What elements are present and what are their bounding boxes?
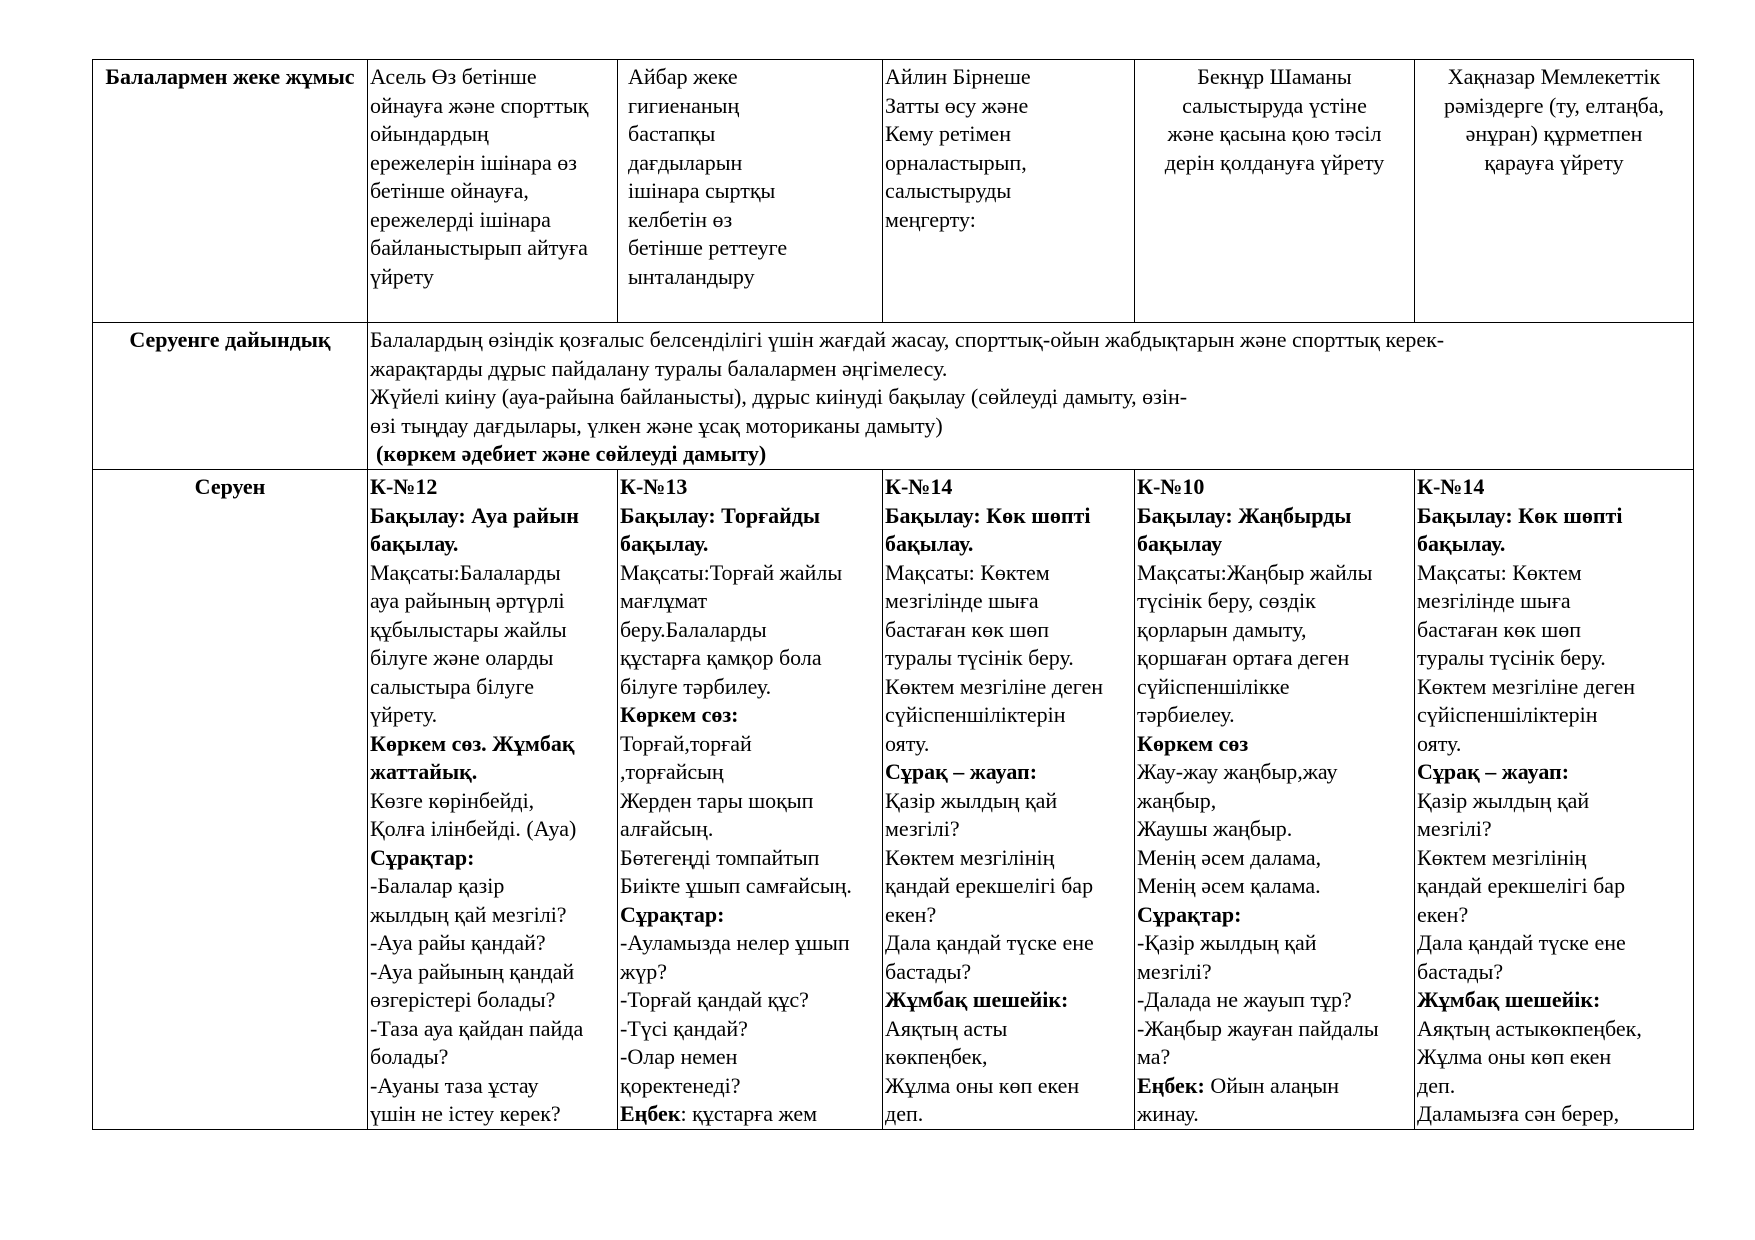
walk-line [620,872,880,901]
walk-line-text: түсінік беру, сөздік [1137,588,1316,613]
walk-line-text: екен? [885,901,937,927]
walk-line [1417,616,1691,645]
walk-line-text: Менің әсем қалама. [1137,873,1321,898]
walk-line [370,787,615,816]
walk-line-text: Көктем мезгілінің [1417,844,1587,870]
walk-line-bold-text: бақылау. [370,531,459,556]
walk-line-text: Көктем мезгіліне деген [1417,673,1636,699]
walk-line [620,958,880,987]
walk-line [1417,844,1691,873]
walk-line [885,1015,1132,1044]
walk-line [1137,644,1412,673]
walk-line [620,758,880,787]
walk-line-text: -Түсі қандай? [620,1015,748,1041]
walk-cell [618,470,883,1130]
walk-line-bold-text: бақылау. [885,531,974,556]
walk-line [1137,559,1412,588]
walk-line [370,1072,615,1101]
walk-line-text: Дала қандай түске ене [885,930,1094,955]
walk-line [1137,872,1412,901]
cell-line: үйрету [370,263,434,289]
walk-line [1417,986,1691,1015]
walk-line [885,530,1132,559]
walk-line-text: ма? [1137,1044,1171,1069]
walk-prep-label: Серуенге дайындық [93,323,368,470]
walk-line-text: Жаушы жаңбыр. [1137,816,1293,841]
walk-line-bold-text: Еңбек: [1137,1072,1205,1098]
walk-cell [368,470,618,1130]
walk-line [885,587,1132,616]
walk-line [1417,559,1691,588]
walk-line [1137,758,1412,787]
walk-line [885,701,1132,730]
individual-work-label: Балалармен жеке жұмыс [93,60,368,323]
walk-line [620,473,880,502]
walk-line [1417,1043,1691,1072]
walk-line-text: тәрбиелеу. [1137,702,1235,727]
cell-line: және қасына қою тәсіл [1167,121,1382,146]
cell-line: ойындардың [370,121,489,146]
walk-line-text: жаңбыр, [1137,787,1217,813]
cell-line: бетінше ойнауға, [370,178,529,203]
walk-line [370,730,615,759]
walk-line [885,758,1132,787]
walk-line-bold-text: Сұрақтар: [370,844,475,870]
walk-line [370,1015,615,1044]
walk-line [620,1015,880,1044]
walk-line [1137,787,1412,816]
walk-line-bold-text: Еңбек [620,1101,681,1126]
walk-line-text: ауа райының әртүрлі [370,588,565,613]
cell-line: Кему ретімен [885,121,1011,146]
walk-line [885,730,1132,759]
cell-line: Бекнұр Шаманы [1197,64,1352,89]
walk-line-text: деп. [1417,1072,1456,1098]
walk-line [1137,815,1412,844]
walk-line-bold-text: К-№14 [885,474,953,499]
walk-line-bold-text: Бақылау: Торғайды [620,502,821,528]
walk-line-text: туралы түсінік беру. [885,645,1074,670]
walk-line [370,559,615,588]
cell-line: салыстыруды [885,178,1012,203]
walk-line [1137,901,1412,930]
walk-line-text: Қолға ілінбейді. (Ауа) [370,816,577,841]
walk-line [620,901,880,930]
cell-line: әнұран) құрметпен [1465,121,1643,146]
walk-label: Серуен [93,470,368,1130]
walk-line-bold-text: Көркем сөз [1137,730,1249,756]
walk-line-text: білуге тәрбилеу. [620,673,772,699]
walk-line-text: Бөтегеңді томпайтып [620,844,820,870]
walk-line [620,616,880,645]
walk-line [370,644,615,673]
walk-line [1417,701,1691,730]
cell-line: салыстыруда үстіне [1182,92,1367,118]
walk-line [1417,673,1691,702]
walk-line-text: өзгерістері болады? [370,987,556,1012]
walk-line [620,673,880,702]
cell-line: байланыстырып айтуға [370,235,588,260]
cell-line: ережелерін ішінара өз [370,149,577,175]
walk-line [1417,1072,1691,1101]
walk-line [885,787,1132,816]
walk-line-rest-text: Ойын алаңын [1204,1072,1340,1098]
walk-line-text: мағлұмат [620,588,708,613]
walk-line [370,758,615,787]
walk-line-text: құбылыстары жайлы [370,616,567,642]
walk-line [885,844,1132,873]
walk-line-text: Қазір жылдың қай [1417,787,1590,813]
walk-line [620,929,880,958]
walk-line [1417,929,1691,958]
walk-line-bold-text: Бақылау: Көк шөпті [885,502,1091,528]
walk-line-text: беру.Балаларды [620,616,767,642]
walk-line-text: ояту. [1417,730,1462,756]
walk-line [1137,958,1412,987]
walk-line [370,1043,615,1072]
walk-line-bold-text: Бақылау: Жаңбырды [1137,502,1352,528]
walk-line [1137,530,1412,559]
walk-line-text: Аяқтың асты [885,1015,1008,1041]
walk-line-text: жүр? [620,958,667,984]
walk-line [885,644,1132,673]
walk-line-text: қоршаған ортаға деген [1137,645,1350,670]
walk-line-bold-text: Сұрақтар: [1137,901,1242,927]
cell-line: орналастырып, [885,149,1027,175]
walk-line-text: бастаған көк шөп [885,616,1050,642]
walk-prep-bold-line: (көркем әдебиет және сөйлеуді дамыту) [376,441,767,466]
walk-line-text: жинау. [1137,1101,1199,1126]
walk-line-bold-text: Сұрақтар: [620,901,725,927]
walk-line-text: Дала қандай түске ене [1417,930,1626,955]
walk-line-bold-text: Сұрақ – жауап: [1417,759,1570,784]
walk-line-bold-text: Көркем сөз: [620,702,739,727]
walk-line [370,872,615,901]
walk-line-text: алғайсың. [620,816,714,841]
walk-line [620,502,880,531]
cell-line: Асель Өз бетінше [370,64,537,89]
walk-line [370,616,615,645]
cell-line: келбетін өз [628,206,733,232]
cell-line: дағдыларын [628,149,743,175]
walk-line-text: Торғай,торғай [620,730,752,756]
walk-line [1417,901,1691,930]
cell-line: Айбар жеке [628,64,738,89]
walk-line-text: Көзге көрінбейді, [370,787,535,813]
walk-line-text: бастады? [1417,958,1504,984]
walk-line [620,587,880,616]
walk-line [1137,502,1412,531]
walk-line-bold-text: Жұмбақ шешейік: [1417,987,1601,1012]
walk-line [1417,530,1691,559]
walk-line-rest-text: : құстарға жем [680,1101,818,1126]
walk-line-text: сүйіспеншіліктерін [885,702,1066,727]
walk-line [1137,1043,1412,1072]
walk-line [1417,587,1691,616]
walk-cell [1415,470,1694,1130]
individual-work-row [93,60,1694,323]
walk-line-text: ,торғайсың [620,759,724,784]
walk-line [1137,587,1412,616]
walk-line [885,502,1132,531]
cell-line: қарауға үйрету [1484,149,1624,175]
walk-line-text: Мақсаты:Балаларды [370,559,561,585]
individual-work-cell [1135,60,1415,323]
individual-work-cell [618,60,883,323]
walk-line-text: -Ауаны таза ұстау [370,1072,539,1098]
walk-line [1137,844,1412,873]
walk-line [1417,787,1691,816]
walk-line-text: ояту. [885,730,930,756]
walk-line [1417,473,1691,502]
walk-line [885,1072,1132,1101]
walk-line-text: Мақсаты:Торғай жайлы [620,559,843,585]
walk-line-text: Мақсаты: Көктем [885,559,1050,585]
walk-line-text: қандай ерекшелігі бар [1417,873,1626,898]
walk-line [1137,1072,1412,1101]
walk-line-text: мезгілі? [1417,816,1492,841]
walk-line [620,559,880,588]
walk-line [1417,958,1691,987]
walk-line-text: Көктем мезгіліне деген [885,673,1104,699]
walk-line-text: сүйіспеншілікке [1137,673,1290,699]
walk-line [1417,644,1691,673]
walk-line-text: Жау-жау жаңбыр,жау [1137,759,1338,784]
walk-prep-line: жарақтарды дұрыс пайдалану туралы балалармен әңгімелесу. [370,355,948,381]
walk-line [1417,1015,1691,1044]
walk-line [620,701,880,730]
walk-line [370,901,615,930]
walk-line-bold-text: Сұрақ – жауап: [885,759,1038,784]
walk-line [1137,929,1412,958]
walk-line-text: мезгілі? [1137,958,1212,984]
individual-work-cell [1415,60,1694,323]
cell-line: бастапқы [628,121,716,146]
walk-line-bold-text: бақылау. [620,531,709,556]
walk-line [1137,986,1412,1015]
walk-line [885,929,1132,958]
walk-line-text: -Олар немен [620,1044,738,1069]
walk-line-text: Жұлма оны көп екен [1417,1044,1612,1069]
walk-line [370,473,615,502]
walk-line-text: бастаған көк шөп [1417,616,1582,642]
walk-line-text: -Далада не жауып тұр? [1137,987,1352,1012]
walk-line-text: үйрету. [370,702,438,727]
walk-line [370,701,615,730]
walk-line-bold-text: Бақылау: Көк шөпті [1417,502,1623,528]
cell-line: меңгерту: [885,206,976,232]
walk-line [885,1100,1132,1129]
walk-line-text: мезгілі? [885,816,960,841]
walk-line [885,473,1132,502]
walk-line [370,986,615,1015]
walk-line-bold-text: К-№13 [620,474,688,499]
walk-line-text: Менің әсем далама, [1137,844,1322,870]
walk-line-bold-text: Жұмбақ шешейік: [885,987,1069,1012]
cell-line: дерін қолдануға үйрету [1164,149,1385,175]
cell-line: ішінара сыртқы [628,178,776,203]
walk-prep-line: Балалардың өзіндік қозғалыс белсенділігі үшін жағдай жасау, спорттық-ойын жабдықтарын және спорттық керек- [370,327,1445,352]
walk-line [1137,701,1412,730]
walk-prep-row [93,323,1694,470]
cell-line: Хақназар Мемлекеттік [1447,64,1661,89]
walk-line-bold-text: Көркем сөз. Жұмбақ [370,730,575,756]
walk-line-text: сүйіспеншіліктерін [1417,702,1598,727]
walk-prep-line: Жүйелі киіну (ауа-райына байланысты), дұрыс киінуді бақылау (сөйлеуді дамыту, өзін- [370,384,1188,409]
walk-line-text: Мақсаты:Жаңбыр жайлы [1137,559,1373,585]
walk-line [885,901,1132,930]
individual-work-cell [883,60,1135,323]
walk-line-text: мезгілінде шыға [1417,588,1571,613]
walk-line-text: болады? [370,1044,449,1069]
walk-line-text: жылдың қай мезгілі? [370,901,567,927]
walk-line [620,1043,880,1072]
cell-line: ережелерді ішінара [370,206,551,232]
cell-line: гигиенаның [628,92,740,118]
walk-line-bold-text: бақылау [1137,531,1223,556]
walk-line [620,1072,880,1101]
walk-line [370,1100,615,1129]
walk-line [885,815,1132,844]
walk-line [620,986,880,1015]
walk-line [1137,730,1412,759]
cell-line: рәміздерге (ту, елтаңба, [1443,92,1665,118]
walk-line-bold-text: Бақылау: Ауа райын [370,502,579,528]
walk-line [1137,673,1412,702]
walk-line [620,844,880,873]
walk-line-text: салыстыра білуге [370,673,534,699]
walk-line [620,644,880,673]
walk-line-text: білуге және оларды [370,645,554,670]
walk-line [885,872,1132,901]
walk-line [1417,502,1691,531]
walk-line-text: қоректенеді? [620,1072,741,1098]
walk-prep-line: өзі тыңдау дағдылары, үлкен және ұсақ моториканы дамыту) [370,412,943,438]
walk-cell [883,470,1135,1130]
walk-line-bold-text: бақылау. [1417,531,1506,556]
walk-line [1137,1100,1412,1129]
cell-line: Затты өсу және [885,92,1029,118]
walk-line-text: -Торғай қандай құс? [620,987,809,1012]
walk-line-text: -Қазір жылдың қай [1137,930,1317,955]
walk-line [885,673,1132,702]
walk-line-text: қандай ерекшелігі бар [885,873,1094,898]
walk-line-text: -Ауа райы қандай? [370,930,546,955]
cell-line: ойнауға және спорттық [370,92,589,118]
walk-line-text: -Таза ауа қайдан пайда [370,1015,584,1041]
walk-line-text: Қазір жылдың қай [885,787,1058,813]
walk-line-text: мезгілінде шыға [885,588,1039,613]
walk-line [885,559,1132,588]
cell-line: Айлин Бірнеше [885,64,1031,89]
walk-line [1137,473,1412,502]
walk-line-bold-text: К-№14 [1417,474,1485,499]
walk-line-text: -Ауламызда нелер ұшып [620,930,850,955]
walk-line [885,616,1132,645]
walk-line-bold-text: К-№12 [370,474,438,499]
walk-line [1417,815,1691,844]
walk-line [370,844,615,873]
walk-line [620,530,880,559]
walk-prep-text [368,323,1694,470]
daily-plan-table [92,59,1694,1130]
walk-line [1417,758,1691,787]
walk-line-text: Аяқтың астыкөкпеңбек, [1417,1015,1642,1041]
walk-line-text: Даламызға сән берер, [1417,1101,1620,1126]
walk-line-text: Жұлма оны көп екен [885,1072,1080,1098]
walk-line-text: -Ауа райының қандай [370,958,575,984]
walk-line [370,815,615,844]
walk-line [370,502,615,531]
walk-line-text: Көктем мезгілінің [885,844,1055,870]
walk-line [370,958,615,987]
cell-line: ынталандыру [628,263,755,289]
walk-line [370,929,615,958]
walk-line-bold-text: К-№10 [1137,474,1205,499]
walk-row [93,470,1694,1130]
walk-line-text: -Балалар қазір [370,873,505,898]
walk-line [370,530,615,559]
cell-line: бетінше реттеуге [628,235,788,260]
walk-line [1137,1015,1412,1044]
walk-line [885,1043,1132,1072]
walk-line [885,986,1132,1015]
walk-line-text: үшін не істеу керек? [370,1101,561,1126]
walk-line [1137,616,1412,645]
walk-line [1417,1100,1691,1129]
walk-line [885,958,1132,987]
individual-work-cell [368,60,618,323]
walk-line [370,587,615,616]
walk-line-text: -Жаңбыр жауған пайдалы [1137,1015,1379,1041]
walk-line-text: Мақсаты: Көктем [1417,559,1582,585]
walk-line-text: деп. [885,1101,924,1126]
walk-line [620,787,880,816]
walk-cell [1135,470,1415,1130]
walk-line [620,815,880,844]
walk-line-text: бастады? [885,958,972,984]
walk-line-text: екен? [1417,901,1469,927]
walk-line-text: қорларын дамыту, [1137,616,1307,642]
walk-line-bold-text: жаттайық. [370,759,478,784]
walk-line [370,673,615,702]
walk-line-text: құстарға қамқор бола [620,645,822,670]
walk-line [620,1100,880,1129]
walk-line [620,730,880,759]
walk-line-text: Жерден тары шоқып [620,787,814,813]
walk-line-text: көкпеңбек, [885,1044,988,1069]
walk-line [1417,872,1691,901]
walk-line-text: туралы түсінік беру. [1417,645,1606,670]
walk-line-text: Биікте ұшып самғайсың. [620,873,852,898]
walk-line [1417,730,1691,759]
